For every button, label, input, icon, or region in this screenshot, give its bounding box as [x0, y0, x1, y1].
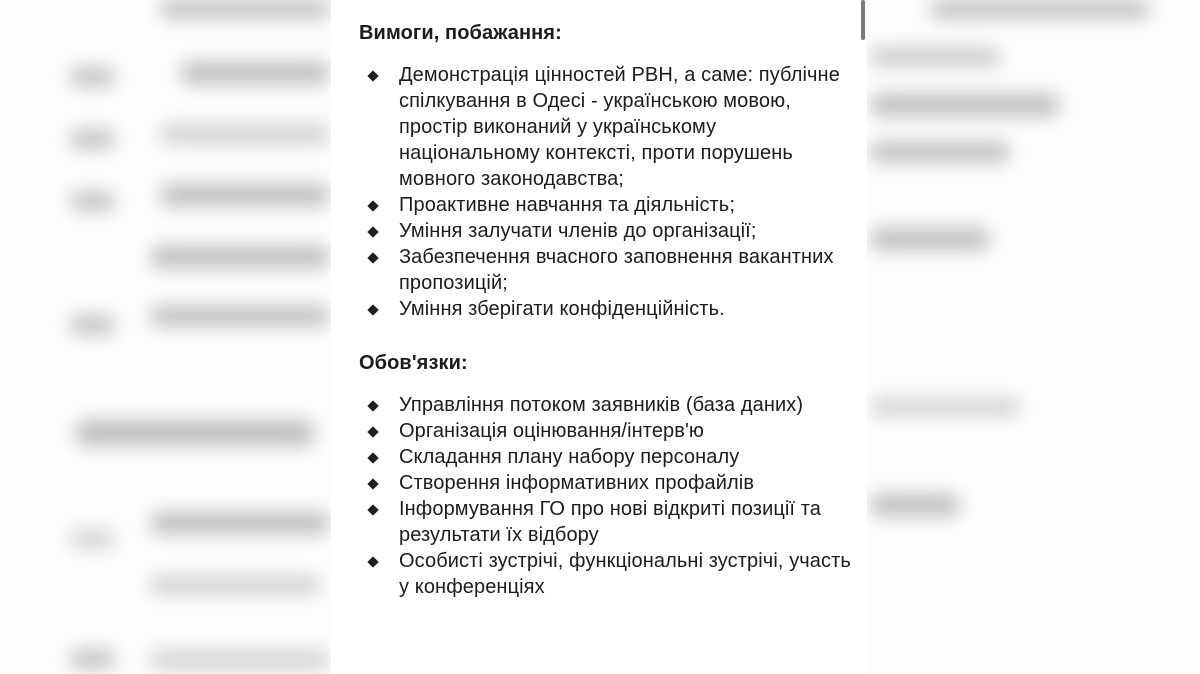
diamond-bullet-icon [367, 252, 378, 263]
list-item: Інформування ГО про нові відкриті позиції та результати їх відбору [359, 496, 859, 548]
list-item: Організація оцінювання/інтерв'ю [359, 418, 859, 444]
list-item: Уміння залучати членів до організації; [359, 218, 859, 244]
list-item: Уміння зберігати конфіденційність. [359, 296, 859, 322]
diamond-bullet-icon [367, 200, 378, 211]
diamond-bullet-icon [367, 504, 378, 515]
duties-heading: Обов'язки: [359, 352, 468, 374]
document-content [359, 20, 859, 600]
diamond-bullet-icon [367, 70, 378, 81]
diamond-bullet-icon [367, 304, 378, 315]
list-item: Складання плану набору персоналу [359, 444, 859, 470]
diamond-bullet-icon [367, 400, 378, 411]
diamond-bullet-icon [367, 478, 378, 489]
requirements-list [359, 62, 859, 322]
duties-list [359, 392, 859, 600]
diamond-bullet-icon [367, 556, 378, 567]
list-item: Особисті зустрічі, функціональні зустрічі, участь у конференціях [359, 548, 859, 600]
list-item: Створення інформативних профайлів [359, 470, 859, 496]
list-item: Управління потоком заявників (база даних) [359, 392, 859, 418]
scrollbar-thumb[interactable] [861, 0, 865, 40]
diamond-bullet-icon [367, 426, 378, 437]
list-item: Демонстрація цінностей РВН, а саме: публічне спілкування в Одесі - українською мовою, простір виконаний у українському національному контексті, проти порушень мовного законодавства; [359, 62, 859, 192]
list-item: Забезпечення вчасного заповнення вакантних пропозицій; [359, 244, 859, 296]
requirements-heading: Вимоги, побажання: [359, 22, 562, 44]
diamond-bullet-icon [367, 226, 378, 237]
document-panel[interactable] [331, 0, 867, 674]
list-item: Проактивне навчання та діяльність; [359, 192, 859, 218]
diamond-bullet-icon [367, 452, 378, 463]
